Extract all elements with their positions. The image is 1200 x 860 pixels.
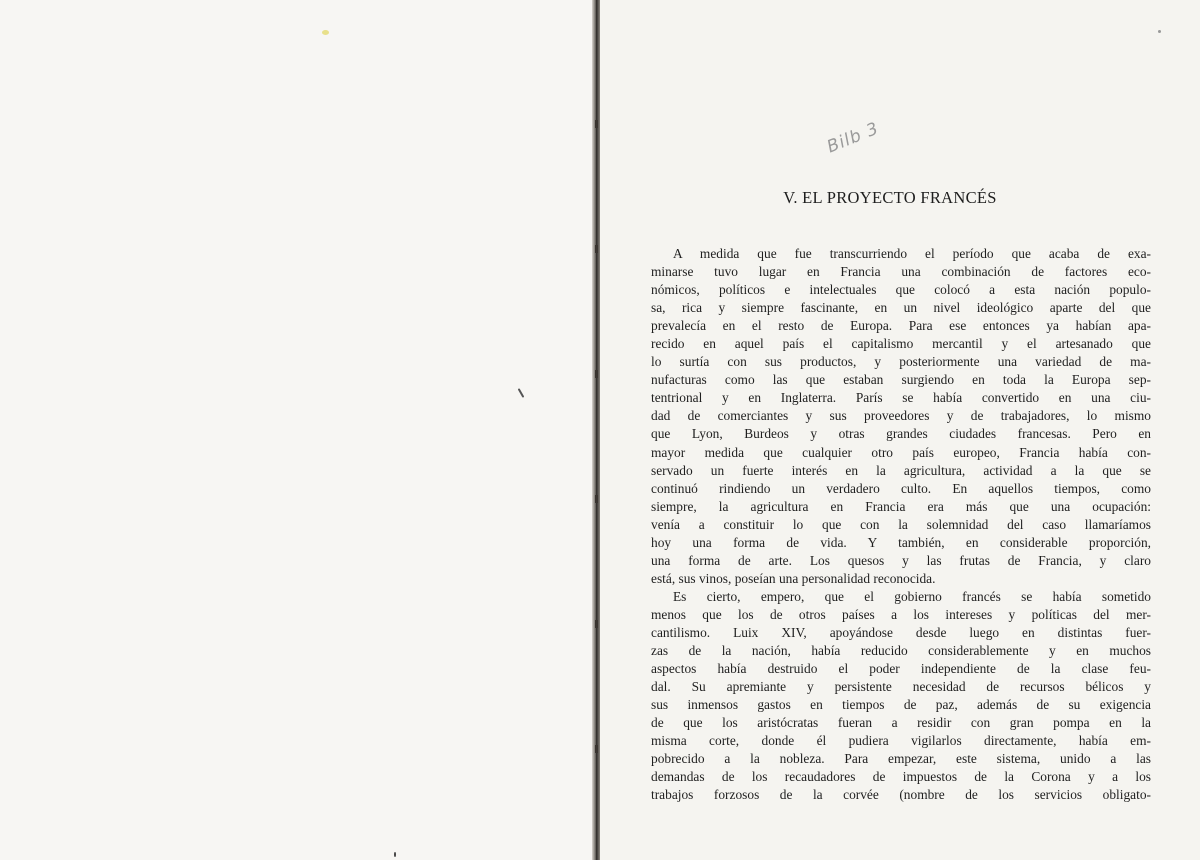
binding-stitch [595, 620, 598, 628]
paper-speck [1158, 30, 1161, 33]
text-line: zas de la nación, había reducido considerablemente y en muchos [651, 643, 1151, 659]
body-text [651, 245, 1151, 804]
text-line: mayor medida que cualquier otro país europeo, Francia había con- [651, 444, 1151, 460]
text-line: aspectos había destruido el poder independiente de la clase feu- [651, 661, 1151, 677]
paper-speck [322, 30, 329, 35]
text-line: tentrional y en Inglaterra. París se había convertido en una ciu- [651, 390, 1151, 406]
binding-stitch [595, 245, 598, 253]
binding-stitch [595, 120, 598, 128]
text-line: siempre, la agricultura en Francia era más que una ocupación: [651, 498, 1151, 514]
text-line: prevalecía en el resto de Europa. Para ese entonces ya habían apa- [651, 318, 1151, 334]
binding-stitch [595, 745, 598, 753]
text-line: menos que los de otros países a los intereses y políticas del mer- [651, 606, 1151, 622]
paragraph-1 [651, 245, 1151, 588]
text-line: lo surtía con sus productos, y posteriormente una variedad de ma- [651, 354, 1151, 370]
text-line: hoy una forma de vida. Y también, en considerable proporción, [651, 534, 1151, 550]
paper-speck [518, 388, 525, 398]
text-line: sa, rica y siempre fascinante, en un nivel ideológico aparte del que [651, 300, 1151, 316]
text-line: una forma de arte. Los quesos y las frutas de Francia, y claro [651, 552, 1151, 568]
paper-speck [394, 852, 396, 857]
text-line: de que los aristócratas fueran a residir con gran pompa en la [651, 715, 1151, 731]
text-line: Es cierto, empero, que el gobierno francés se había sometido [673, 588, 1151, 604]
book-gutter [592, 0, 600, 860]
text-line: está, sus vinos, poseían una personalidad reconocida. [651, 570, 936, 586]
text-line: misma corte, donde él pudiera vigilarlos directamente, había em- [651, 733, 1151, 749]
text-line: minarse tuvo lugar en Francia una combinación de factores eco- [651, 264, 1151, 280]
handwritten-note: Bilb 3 [824, 118, 882, 158]
text-line: dad de comerciantes y sus proveedores y de trabajadores, lo mismo [651, 408, 1151, 424]
chapter-title: V. EL PROYECTO FRANCÉS [783, 188, 997, 207]
text-line: dal. Su apremiante y persistente necesidad de recursos bélicos y [651, 679, 1151, 695]
text-line: sus inmensos gastos en tiempos de paz, además de su exigencia [651, 697, 1151, 713]
text-line: cantilismo. Luix XIV, apoyándose desde luego en distintas fuer- [651, 624, 1151, 640]
text-line: continuó rindiendo un verdadero culto. En aquellos tiempos, como [651, 480, 1151, 496]
text-line: demandas de los recaudadores de impuestos de la Corona y a los [651, 769, 1151, 785]
binding-stitch [595, 370, 598, 378]
text-line: nómicos, políticos e intelectuales que colocó a esta nación populo- [651, 282, 1151, 298]
text-line: A medida que fue transcurriendo el período que acaba de exa- [673, 246, 1151, 261]
text-line: recido en aquel país el capitalismo mercantil y el artesanado que [651, 336, 1151, 352]
text-line: trabajos forzosos de la corvée (nombre de los servicios obligato- [651, 787, 1151, 803]
left-page-blank [0, 0, 594, 860]
paragraph-2 [651, 588, 1151, 805]
text-line: servado un fuerte interés en la agricultura, actividad a la que se [651, 462, 1151, 478]
text-line: que Lyon, Burdeos y otras grandes ciudades francesas. Pero en [651, 426, 1151, 442]
text-line: pobrecido a la nobleza. Para empezar, este sistema, unido a las [651, 751, 1151, 767]
text-line: venía a constituir lo que con la solemnidad del caso llamaríamos [651, 516, 1151, 532]
binding-stitch [595, 495, 598, 503]
text-line: nufacturas como las que estaban surgiendo en toda la Europa sep- [651, 372, 1151, 388]
